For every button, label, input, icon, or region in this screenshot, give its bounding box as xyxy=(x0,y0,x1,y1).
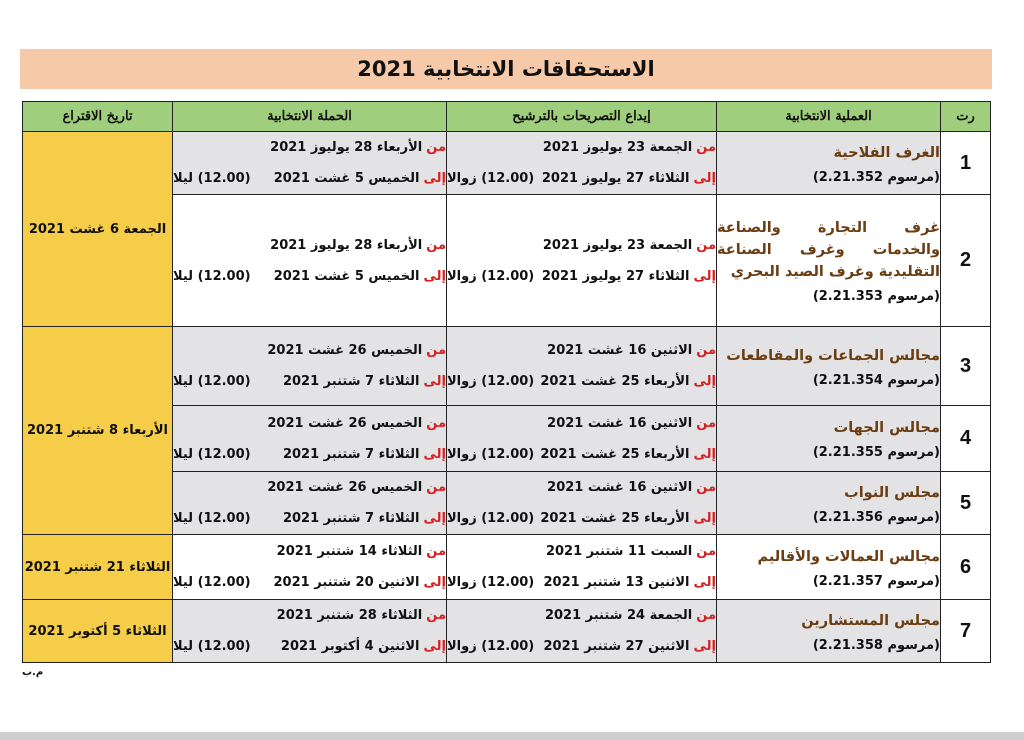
to-label: إلى xyxy=(423,268,446,284)
from-label: من xyxy=(426,415,446,431)
campaign-to: الثلاثاء 7 شتنبر 2021 xyxy=(282,511,420,526)
from-label: من xyxy=(696,140,716,155)
filing-cell xyxy=(447,600,717,663)
campaign-cell xyxy=(173,472,447,535)
decree-ref: (مرسوم 2.21.353) xyxy=(812,289,940,304)
to-label: إلى xyxy=(423,639,446,654)
filing-to: الثلاثاء 27 يوليوز 2021 xyxy=(541,268,690,284)
campaign-from: الأربعاء 28 يوليوز 2021 xyxy=(270,140,423,155)
filing-time: (12.00) زوالا xyxy=(447,268,535,284)
filing-time: (12.00) زوالا xyxy=(447,446,535,462)
from-label: من xyxy=(696,544,716,559)
operation-name: مجلس المستشارين xyxy=(801,612,940,629)
table-row xyxy=(23,600,991,663)
decree-ref: (مرسوم 2.21.355) xyxy=(812,445,940,460)
campaign-cell xyxy=(173,600,447,663)
to-label: إلى xyxy=(423,511,446,526)
row-number: 4 xyxy=(941,406,991,472)
row-number: 5 xyxy=(941,472,991,535)
filing-from: الجمعة 23 يوليوز 2021 xyxy=(542,140,693,155)
from-label: من xyxy=(696,415,716,431)
campaign-to: الثلاثاء 7 شتنبر 2021 xyxy=(282,446,420,462)
header-filing: إيداع التصريحات بالترشيح xyxy=(447,102,717,132)
to-label: إلى xyxy=(423,374,446,389)
filing-from: الجمعة 23 يوليوز 2021 xyxy=(542,237,693,253)
vote-date-cell: الأربعاء 8 شتنبر 2021 xyxy=(23,327,173,535)
vote-date-cell: الجمعة 6 غشت 2021 xyxy=(23,132,173,327)
row-number: 2 xyxy=(941,195,991,327)
campaign-time: (12.00) ليلا xyxy=(173,446,251,462)
to-label: إلى xyxy=(693,374,716,389)
filing-cell xyxy=(447,195,717,327)
campaign-time: (12.00) ليلا xyxy=(173,639,251,654)
to-label: إلى xyxy=(423,446,446,462)
campaign-cell xyxy=(173,535,447,600)
to-label: إلى xyxy=(693,268,716,284)
campaign-to: الخميس 5 غشت 2021 xyxy=(273,268,420,284)
campaign-from: الأربعاء 28 يوليوز 2021 xyxy=(270,237,423,253)
from-label: من xyxy=(696,237,716,253)
campaign-to: الاثنين 20 شتنبر 2021 xyxy=(273,575,420,590)
to-label: إلى xyxy=(693,171,716,186)
campaign-from: الخميس 26 غشت 2021 xyxy=(267,480,423,495)
operation-cell xyxy=(717,195,941,327)
campaign-cell xyxy=(173,327,447,406)
campaign-cell xyxy=(173,406,447,472)
operation-name: مجالس الجماعات والمقاطعات xyxy=(726,347,940,364)
header-num: رت xyxy=(941,102,991,132)
decree-ref: (مرسوم 2.21.357) xyxy=(812,573,940,589)
to-label: إلى xyxy=(693,446,716,462)
campaign-to: الثلاثاء 7 شتنبر 2021 xyxy=(282,374,420,389)
filing-cell xyxy=(447,132,717,195)
operation-name: غرف التجارة والصناعة والخدمات وغرف الصناعة التقليدية وغرف الصيد البحري xyxy=(717,220,940,280)
campaign-from: الثلاثاء 28 شتنبر 2021 xyxy=(276,608,423,623)
filing-time: (12.00) زوالا xyxy=(447,511,535,526)
campaign-from: الخميس 26 غشت 2021 xyxy=(267,415,423,431)
operation-cell xyxy=(717,327,941,406)
row-number: 7 xyxy=(941,600,991,663)
from-label: من xyxy=(696,608,716,623)
from-label: من xyxy=(426,140,446,155)
operation-cell xyxy=(717,132,941,195)
from-label: من xyxy=(426,343,446,358)
filing-to: الاثنين 27 شتنبر 2021 xyxy=(543,639,690,654)
bottom-divider xyxy=(0,732,1024,740)
campaign-time: (12.00) ليلا xyxy=(173,171,251,186)
from-label: من xyxy=(426,480,446,495)
campaign-cell xyxy=(173,132,447,195)
decree-ref: (مرسوم 2.21.354) xyxy=(812,372,940,388)
decree-ref: (مرسوم 2.21.356) xyxy=(812,509,940,525)
campaign-from: الخميس 26 غشت 2021 xyxy=(267,343,423,358)
page-title: الاستحقاقات الانتخابية 2021 xyxy=(357,57,655,81)
vote-date-cell: الثلاثاء 5 أكتوبر 2021 xyxy=(23,600,173,663)
vote-date-cell: الثلاثاء 21 شتنبر 2021 xyxy=(23,535,173,600)
filing-to: الاثنين 13 شتنبر 2021 xyxy=(543,575,690,590)
filing-from: الجمعة 24 شتنبر 2021 xyxy=(544,608,693,623)
filing-time: (12.00) زوالا xyxy=(447,575,535,590)
from-label: من xyxy=(426,608,446,623)
decree-ref: (مرسوم 2.21.358) xyxy=(812,637,940,653)
filing-to: الأربعاء 25 غشت 2021 xyxy=(540,511,690,526)
filing-cell xyxy=(447,406,717,472)
filing-from: الاثنين 16 غشت 2021 xyxy=(547,480,693,495)
row-number: 6 xyxy=(941,535,991,600)
filing-cell xyxy=(447,535,717,600)
filing-cell xyxy=(447,472,717,535)
to-label: إلى xyxy=(423,171,446,186)
title-banner xyxy=(20,49,992,89)
operation-name: مجلس النواب xyxy=(844,484,940,501)
to-label: إلى xyxy=(423,575,446,590)
operation-name: مجالس العمالات والأقاليم xyxy=(757,548,940,565)
filing-to: الأربعاء 25 غشت 2021 xyxy=(540,446,690,462)
from-label: من xyxy=(426,237,446,253)
filing-time: (12.00) زوالا xyxy=(447,374,535,389)
operation-cell xyxy=(717,472,941,535)
filing-cell xyxy=(447,327,717,406)
table-row xyxy=(23,535,991,600)
campaign-to: الخميس 5 غشت 2021 xyxy=(273,171,420,186)
filing-to: الثلاثاء 27 يوليوز 2021 xyxy=(541,171,690,186)
filing-from: الاثنين 16 غشت 2021 xyxy=(547,343,693,358)
campaign-cell xyxy=(173,195,447,327)
from-label: من xyxy=(696,480,716,495)
table-row xyxy=(23,132,991,195)
from-label: من xyxy=(696,343,716,358)
campaign-from: الثلاثاء 14 شتنبر 2021 xyxy=(276,544,423,559)
row-number: 1 xyxy=(941,132,991,195)
campaign-to: الاثنين 4 أكتوبر 2021 xyxy=(280,639,420,654)
campaign-time: (12.00) ليلا xyxy=(173,511,251,526)
filing-from: السبت 11 شتنبر 2021 xyxy=(545,544,693,559)
header-operation: العملية الانتخابية xyxy=(717,102,941,132)
filing-from: الاثنين 16 غشت 2021 xyxy=(547,415,693,431)
operation-cell xyxy=(717,600,941,663)
operation-cell xyxy=(717,535,941,600)
to-label: إلى xyxy=(693,575,716,590)
filing-to: الأربعاء 25 غشت 2021 xyxy=(540,374,690,389)
campaign-time: (12.00) ليلا xyxy=(173,268,251,284)
header-campaign: الحملة الانتخابية xyxy=(173,102,447,132)
header-row xyxy=(23,102,991,132)
table-row xyxy=(23,327,991,406)
campaign-time: (12.00) ليلا xyxy=(173,575,251,590)
row-number: 3 xyxy=(941,327,991,406)
filing-time: (12.00) زوالا xyxy=(447,639,535,654)
signature: م.ب xyxy=(22,667,44,678)
elections-table xyxy=(22,101,991,663)
operation-cell xyxy=(717,406,941,472)
filing-time: (12.00) زوالا xyxy=(447,171,535,186)
header-vote-date: تاريخ الاقتراع xyxy=(23,102,173,132)
operation-name: مجالس الجهات xyxy=(833,420,940,436)
to-label: إلى xyxy=(693,511,716,526)
decree-ref: (مرسوم 2.21.352) xyxy=(812,169,940,185)
operation-name: الغرف الفلاحية xyxy=(833,144,940,161)
from-label: من xyxy=(426,544,446,559)
to-label: إلى xyxy=(693,639,716,654)
campaign-time: (12.00) ليلا xyxy=(173,374,251,389)
